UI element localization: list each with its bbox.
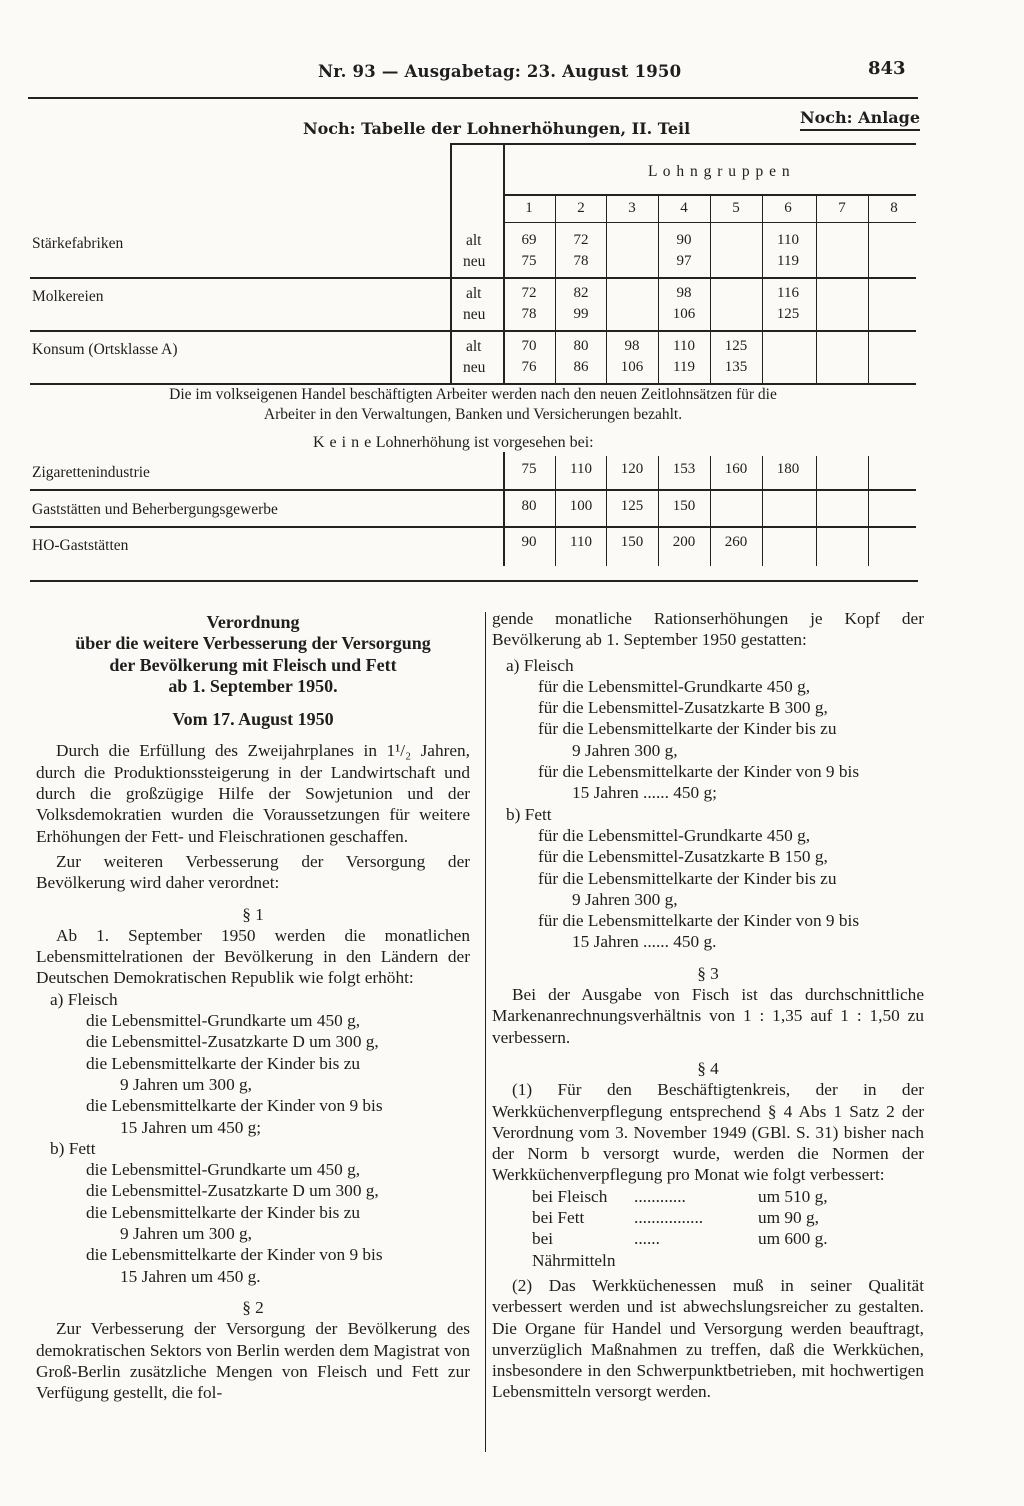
decree-date: Vom 17. August 1950 xyxy=(172,709,334,730)
row-rule xyxy=(30,489,916,491)
section-2-text: Zur Verbesserung der Versorgung der Bevölkerung des demokratischen Sektors von Berlin werden dem Magistrat von Groß-Berlin zusätzliche Mengen von Fleisch und Fett zur Verfügung gestellt, die fol- xyxy=(36,1319,470,1403)
item-label: bei Fett xyxy=(532,1208,585,1228)
item-dots: ...... xyxy=(634,1229,660,1249)
table-cell: 125 xyxy=(776,306,800,322)
fett-items xyxy=(36,1159,470,1287)
left-column xyxy=(36,612,470,1403)
table-cell: 200 xyxy=(672,534,696,550)
item-value: um 510 g, xyxy=(758,1186,828,1206)
column-header-rule xyxy=(503,222,916,223)
section-4-paragraph-2: (2) Das Werkküchenessen muß in seiner Qualität verbessert werden und ist abwechslungsreicher zu gestalten. Die Organe für Handel und Versorgung werden beauftragt, unverzüglich Maßnahmen zu treffen, daß die Werkküchen, insbesondere in den Schwerpunktbetrieben, mit hochwertigen Lebensmitteln versorgt werden. xyxy=(492,1275,924,1402)
industry-name: Gaststätten und Beherbergungsgewerbe xyxy=(32,501,278,518)
list-item-line: die Lebensmittelkarte der Kinder bis zu xyxy=(86,1053,361,1073)
industry-name: HO-Gaststätten xyxy=(32,537,129,554)
table-cell: 160 xyxy=(724,461,748,477)
table-cell: 72 xyxy=(573,232,589,248)
section-3-heading: § 3 xyxy=(697,963,719,983)
list-item-line: die Lebensmittelkarte der Kinder bis zu xyxy=(86,1202,361,1222)
header-rule xyxy=(28,97,918,99)
table-cell: 82 xyxy=(573,285,589,301)
table-cell: 119 xyxy=(673,359,695,375)
item-label: bei Nährmitteln xyxy=(532,1229,616,1270)
table-cell: 120 xyxy=(620,461,644,477)
list-item-line: die Lebensmittel-Zusatzkarte D um 300 g, xyxy=(86,1181,379,1201)
item-dots: ................ xyxy=(634,1208,704,1228)
table2-title-rest: Lohnerhöhung ist vorgesehen bei: xyxy=(375,434,594,451)
table-cell: 90 xyxy=(676,232,692,248)
werkkueche-row xyxy=(492,1207,924,1228)
list-item-continuation: 15 Jahren ...... 450 g. xyxy=(572,932,717,952)
fett-items xyxy=(492,825,924,953)
neu-label: neu xyxy=(463,359,486,376)
alt-label: alt xyxy=(466,338,482,355)
table-note-line1: Die im volkseigenen Handel beschäftigten Arbeiter werden nach den neuen Zeitlohnsätzen für die xyxy=(169,386,777,403)
list-item-line: die Lebensmittel-Zusatzkarte D um 300 g, xyxy=(86,1032,379,1052)
table-cell: 150 xyxy=(672,498,696,514)
list-item-line: für die Lebensmittelkarte der Kinder von 9 bis xyxy=(538,762,860,782)
list-item-line: für die Lebensmittelkarte der Kinder bis zu xyxy=(538,868,837,888)
list-item-line: für die Lebensmittel-Grundkarte 450 g, xyxy=(538,825,811,845)
column-header: 8 xyxy=(890,200,898,216)
row-rule xyxy=(30,277,916,279)
list-item-continuation: 9 Jahren 300 g, xyxy=(572,740,678,760)
alt-label: alt xyxy=(466,232,482,249)
list-item-continuation: 9 Jahren um 300 g, xyxy=(120,1074,252,1094)
page-number: 843 xyxy=(868,58,906,79)
list-item-line: für die Lebensmittel-Grundkarte 450 g, xyxy=(538,676,811,696)
group-header: L o h n g r u p p e n xyxy=(648,163,791,180)
industry-name: Molkereien xyxy=(32,288,104,305)
list-item-line: für die Lebensmittelkarte der Kinder bis zu xyxy=(538,719,837,739)
table-cell: 98 xyxy=(676,285,692,301)
noch-anlage-label: Noch: Anlage xyxy=(800,108,920,131)
item-label: bei Fleisch xyxy=(532,1186,608,1206)
column-rule xyxy=(868,456,869,566)
section-4-paragraph-1: (1) Für den Beschäftigtenkreis, der in der Werkküchenverpflegung entsprechend § 4 Abs 1 Satz 2 der Verordnung vom 3. November 1949 (GBl. S. 31) bisher nach der Norm b versorgt wurde, werden die Normen der Werkküchenverpflegung pro Monat wie folgt verbessert: xyxy=(492,1080,924,1185)
table-cell: 110 xyxy=(570,461,592,477)
table-cell: 106 xyxy=(620,359,644,375)
werkkueche-items xyxy=(492,1186,924,1271)
fleisch-label: a) Fleisch xyxy=(50,989,118,1009)
table-cell: 116 xyxy=(777,285,799,301)
fleisch-items xyxy=(36,1010,470,1138)
row-rule xyxy=(30,383,916,385)
neu-label: neu xyxy=(463,253,486,270)
section-1-heading: § 1 xyxy=(242,904,264,924)
table-cell: 153 xyxy=(672,461,696,477)
table-cell: 78 xyxy=(521,306,537,322)
list-item-line: die Lebensmittel-Grundkarte um 450 g, xyxy=(86,1011,361,1031)
decree-title-4: ab 1. September 1950. xyxy=(168,675,338,696)
row-rule xyxy=(30,526,916,528)
column-header: 2 xyxy=(577,200,585,216)
column-header: 3 xyxy=(628,200,636,216)
werkkueche-row xyxy=(492,1186,924,1207)
table-cell: 98 xyxy=(624,338,640,354)
table-cell: 70 xyxy=(521,338,537,354)
table-cell: 106 xyxy=(672,306,696,322)
list-item-continuation: 15 Jahren um 450 g; xyxy=(120,1117,262,1137)
list-item-continuation: 9 Jahren um 300 g, xyxy=(120,1224,252,1244)
table-cell: 86 xyxy=(573,359,589,375)
table-cell: 78 xyxy=(573,253,589,269)
table-cell: 99 xyxy=(573,306,589,322)
section-2-heading: § 2 xyxy=(242,1297,264,1317)
column-header: 6 xyxy=(784,200,792,216)
list-item-line: die Lebensmittel-Grundkarte um 450 g, xyxy=(86,1160,361,1180)
table-cell: 100 xyxy=(569,498,593,514)
table-cell: 80 xyxy=(573,338,589,354)
column-header: 7 xyxy=(838,200,846,216)
table-cell: 260 xyxy=(724,534,748,550)
section-rule xyxy=(30,580,918,582)
table-cell: 97 xyxy=(676,253,692,269)
preamble-paragraph-2: Zur weiteren Verbesserung der Versorgung der Bevölkerung wird daher verordnet: xyxy=(36,851,470,893)
table2-title-spaced: K e i n e xyxy=(313,434,372,451)
row-rule xyxy=(30,330,916,332)
table-divider xyxy=(450,143,452,383)
table-cell: 135 xyxy=(724,359,748,375)
table-cell: 76 xyxy=(521,359,537,375)
section-2-continuation: gende monatliche Rationserhöhungen je Kopf der Bevölkerung ab 1. September 1950 gestatten: xyxy=(492,609,924,650)
item-value: um 90 g, xyxy=(758,1208,819,1228)
preamble-paragraph-1: Durch die Erfüllung des Zweijahrplanes in 1¹/₂ Jahren, durch die Produktionssteigerung in der Landwirtschaft und durch die großzügige Hilfe der Sowjetunion und der Volksdemokratien wurden die Voraussetzungen für weitere Erhöhungen der Fett- und Fleischrationen geschaffen. xyxy=(36,741,470,846)
decree-title-3: der Bevölkerung mit Fleisch und Fett xyxy=(109,654,397,675)
fleisch-items xyxy=(492,676,924,804)
item-value: um 600 g. xyxy=(758,1229,828,1249)
table-top-rule xyxy=(450,143,916,145)
list-item-line: für die Lebensmittelkarte der Kinder von 9 bis xyxy=(538,911,860,931)
table-cell: 110 xyxy=(570,534,592,550)
industry-name: Zigarettenindustrie xyxy=(32,464,150,481)
table-cell: 150 xyxy=(620,534,644,550)
table-cell: 90 xyxy=(521,534,537,550)
list-item-continuation: 15 Jahren um 450 g. xyxy=(120,1266,261,1286)
table-cell: 72 xyxy=(521,285,537,301)
list-item-continuation: 9 Jahren 300 g, xyxy=(572,889,678,909)
industry-name: Stärkefabriken xyxy=(32,235,124,252)
table-cell: 80 xyxy=(521,498,537,514)
table-cell: 110 xyxy=(777,232,799,248)
column-header: 5 xyxy=(732,200,740,216)
fett-label: b) Fett xyxy=(506,804,552,824)
table-cell: 69 xyxy=(521,232,537,248)
list-item-line: für die Lebensmittel-Zusatzkarte B 150 g, xyxy=(538,847,828,867)
werkkueche-row xyxy=(492,1228,924,1271)
section-4-heading: § 4 xyxy=(697,1058,719,1078)
table-title: Noch: Tabelle der Lohnerhöhungen, II. Teil xyxy=(303,119,691,138)
table-cell: 75 xyxy=(521,253,537,269)
table2-title xyxy=(313,434,594,452)
decree-title-1: Verordnung xyxy=(206,612,300,632)
table-note-line2: Arbeiter in den Verwaltungen, Banken und Versicherungen bezahlt. xyxy=(263,406,683,423)
neu-label: neu xyxy=(463,306,486,323)
table-cell: 119 xyxy=(777,253,799,269)
right-column xyxy=(492,608,924,1403)
section-1-text: Ab 1. September 1950 werden die monatlichen Lebensmittelrationen der Bevölkerung in den Ländern der Deutschen Demokratischen Republik wie folgt erhöht: xyxy=(36,925,470,988)
industry-name: Konsum (Ortsklasse A) xyxy=(32,341,178,358)
list-item-line: die Lebensmittelkarte der Kinder von 9 bis xyxy=(86,1245,383,1265)
list-item-line: für die Lebensmittel-Zusatzkarte B 300 g, xyxy=(538,698,828,718)
alt-label: alt xyxy=(466,285,482,302)
column-header: 4 xyxy=(680,200,688,216)
page-header: Nr. 93 — Ausgabetag: 23. August 1950 xyxy=(318,62,682,81)
column-divider xyxy=(485,612,486,1452)
fett-label: b) Fett xyxy=(50,1138,96,1158)
list-item-line: die Lebensmittelkarte der Kinder von 9 bis xyxy=(86,1096,383,1116)
table-cell: 125 xyxy=(620,498,644,514)
table-cell: 75 xyxy=(521,461,537,477)
column-header: 1 xyxy=(525,200,533,216)
table-cell: 180 xyxy=(776,461,800,477)
item-dots: ............ xyxy=(634,1186,686,1206)
fleisch-label: a) Fleisch xyxy=(506,655,574,675)
column-rule xyxy=(816,456,817,566)
section-3-text: Bei der Ausgabe von Fisch ist das durchschnittliche Markenanrechnungsverhältnis von 1 : 1,35 auf 1 : 1,50 zu verbessern. xyxy=(492,985,924,1047)
table-cell: 125 xyxy=(724,338,748,354)
table-cell: 110 xyxy=(673,338,695,354)
decree-title-2: über die weitere Verbesserung der Versorgung xyxy=(75,633,431,654)
list-item-continuation: 15 Jahren ...... 450 g; xyxy=(572,783,717,803)
